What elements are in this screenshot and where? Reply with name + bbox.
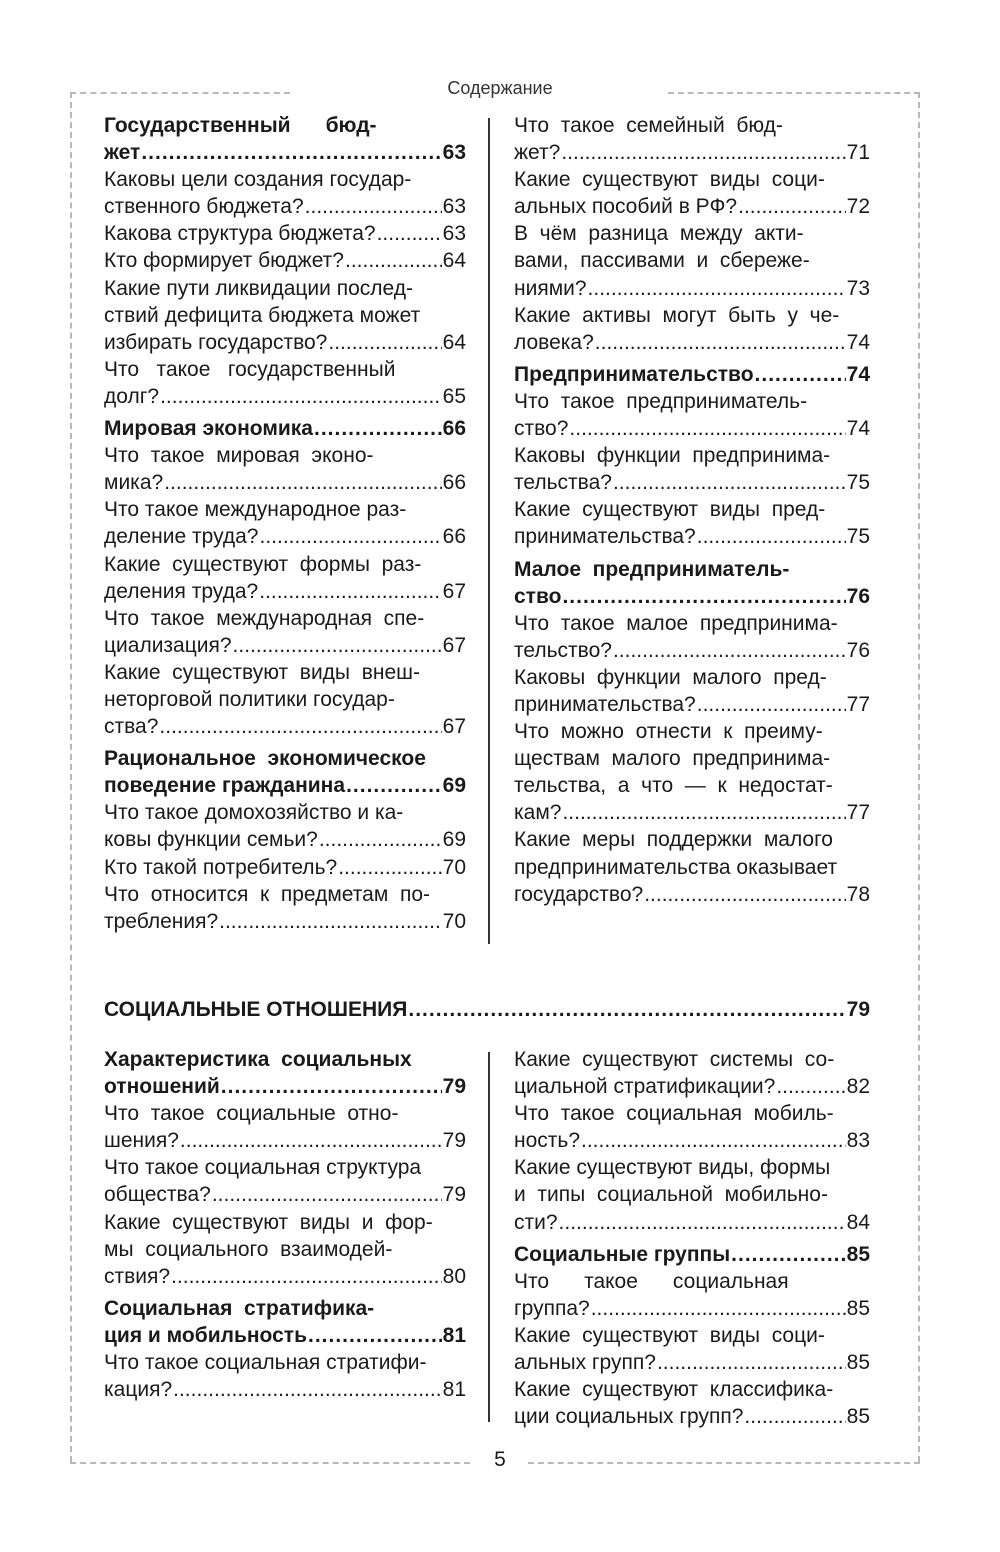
toc-entry-text: Кто такой потребитель? (104, 855, 338, 879)
toc-entry-line: В чём разница между акти- (514, 222, 804, 246)
toc-entry[interactable] (514, 469, 870, 496)
toc-section-entry[interactable] (104, 1073, 466, 1100)
toc-page-number: 67 (442, 579, 466, 603)
toc-page-number: 77 (846, 692, 870, 716)
toc-entry[interactable] (104, 854, 466, 881)
toc-section-entry[interactable] (514, 1241, 870, 1268)
toc-entry[interactable] (514, 193, 870, 220)
leader-dots (260, 523, 442, 550)
leader-dots (644, 881, 845, 908)
toc-entry[interactable] (514, 691, 870, 718)
toc-entry-line: Что такое государственный (104, 357, 396, 381)
toc-entry-line: Какие существуют виды, формы (514, 1156, 831, 1180)
toc-entry-text: тельства? (514, 471, 612, 495)
toc-page-number: 65 (442, 384, 466, 408)
toc-entry[interactable] (104, 469, 466, 496)
toc-entry-line: вами, пассивами и сбереже- (514, 249, 810, 273)
leader-dots (595, 329, 846, 356)
toc-page-number: 79 (442, 1075, 466, 1099)
toc-entry-text: долг? (104, 384, 160, 408)
toc-entry-text: Мировая экономика (104, 417, 313, 441)
toc-entry[interactable] (104, 523, 466, 550)
toc-page-number: 75 (846, 471, 870, 495)
toc-entry-line: тельства, а что — к недостат- (514, 774, 833, 798)
leader-dots (180, 1127, 442, 1154)
toc-section-entry[interactable] (104, 139, 466, 166)
toc-entry[interactable] (514, 415, 870, 442)
leader-dots (221, 1073, 442, 1100)
leader-dots (338, 854, 441, 881)
toc-entry[interactable] (514, 799, 870, 826)
toc-entry-text: деление труда? (104, 525, 259, 549)
toc-page-number: 82 (846, 1075, 870, 1099)
toc-entry-line: Какие пути ликвидации послед- (104, 276, 413, 300)
toc-entry-line: Какие существуют виды внеш- (104, 660, 420, 684)
toc-entry-text: кам? (514, 801, 562, 825)
toc-entry[interactable] (514, 637, 870, 664)
leader-dots (346, 772, 442, 799)
toc-page-number: 71 (846, 141, 870, 165)
toc-entry-line: Что такое социальная структура (104, 1156, 422, 1180)
toc-entry-line: Что можно отнести к преиму- (514, 720, 823, 744)
running-header: Содержание (447, 78, 553, 98)
toc-page-number: 76 (846, 584, 870, 608)
toc-entry-line: и типы социальной мобильно- (514, 1183, 828, 1207)
leader-dots (408, 996, 845, 1023)
toc-entry-text: ловека? (514, 330, 594, 354)
leader-dots (776, 1073, 845, 1100)
leader-dots (697, 523, 846, 550)
toc-entry-line: Что такое предприниматель- (514, 389, 808, 413)
toc-page-number: 70 (442, 909, 466, 933)
toc-entry-text: альных групп? (514, 1351, 656, 1375)
toc-entry-line: Каковы функции малого пред- (514, 665, 827, 689)
toc-entry-text: Предпринимательство (514, 362, 754, 386)
toc-entry[interactable] (514, 1209, 870, 1236)
leader-dots (562, 583, 845, 610)
leader-dots (345, 247, 442, 274)
toc-entry-text: ковы функции семьи? (104, 828, 318, 852)
toc-entry[interactable] (514, 139, 870, 166)
leader-dots (562, 799, 845, 826)
toc-entry[interactable] (514, 1295, 870, 1322)
toc-entry[interactable] (514, 275, 870, 302)
leader-dots (159, 713, 441, 740)
toc-page-number: 81 (442, 1323, 466, 1347)
toc-entry-text: общества? (104, 1183, 211, 1207)
toc-entry-text: требления? (104, 909, 219, 933)
toc-page-number: 74 (846, 330, 870, 354)
toc-page-number: 81 (442, 1378, 466, 1402)
leader-dots (173, 1376, 442, 1403)
toc-entry-text: принимательства? (514, 692, 696, 716)
toc-page-number: 66 (442, 417, 466, 441)
toc-section-entry[interactable] (514, 583, 870, 610)
toc-entry-line: Какие существуют виды соци- (514, 1323, 825, 1347)
toc-section-heading-line: Государственный бюд- (104, 114, 377, 137)
toc-entry[interactable] (104, 383, 466, 410)
leader-dots (328, 329, 441, 356)
toc-entry-line: неторговой политики государ- (104, 687, 395, 711)
toc-page-number: 83 (846, 1129, 870, 1153)
toc-entry[interactable] (104, 1181, 466, 1208)
toc-entry-line: Каковы цели создания государ- (104, 168, 412, 192)
leader-dots (561, 139, 845, 166)
toc-entry-text: сти? (514, 1210, 558, 1234)
toc-entry-line: Что такое мировая эконо- (104, 444, 374, 468)
toc-entry[interactable] (104, 1127, 466, 1154)
toc-entry-text: циализация? (104, 633, 232, 657)
toc-entry-text: избирать государство? (104, 330, 328, 354)
toc-page-number: 73 (846, 276, 870, 300)
toc-entry-text: ства? (104, 715, 159, 739)
leader-dots (581, 1127, 846, 1154)
toc-entry-text: тельство? (514, 638, 612, 662)
toc-page-number: 85 (846, 1351, 870, 1375)
toc-entry[interactable] (104, 908, 466, 935)
toc-entry-line: Что такое социальная стратифи- (104, 1351, 427, 1375)
toc-page-number: 66 (442, 471, 466, 495)
leader-dots (305, 193, 442, 220)
toc-entry-text: ственного бюджета? (104, 195, 304, 219)
toc-page-number: 85 (846, 1242, 870, 1266)
toc-entry-text: циальной стратификации? (514, 1075, 776, 1099)
toc-entry[interactable] (514, 523, 870, 550)
toc-entry-line: Какие существуют системы со- (514, 1048, 835, 1071)
toc-page-number: 63 (442, 195, 466, 219)
toc-entry[interactable] (104, 193, 466, 220)
leader-dots (697, 691, 846, 718)
toc-section-entry[interactable] (104, 772, 466, 799)
toc-section-heading-line: Характеристика социальных (104, 1048, 412, 1071)
toc-page-number: 85 (846, 1405, 870, 1429)
toc-page-number: 76 (846, 638, 870, 662)
toc-page-number: 80 (442, 1264, 466, 1288)
toc-entry-text: группа? (514, 1296, 590, 1320)
leader-dots (657, 1349, 846, 1376)
toc-column-bottom-right (514, 1046, 870, 1430)
toc-entry[interactable] (514, 881, 870, 908)
toc-page-number: 70 (442, 855, 466, 879)
toc-entry-text: альных пособий в РФ? (514, 195, 738, 219)
toc-entry-line: мы социального взаимодей- (104, 1237, 393, 1261)
toc-entry-line: Какие существуют виды соци- (514, 168, 825, 192)
toc-entry-text: кация? (104, 1378, 173, 1402)
toc-entry-text: ции социальных групп? (514, 1405, 744, 1429)
toc-page-number: 67 (442, 633, 466, 657)
leader-dots (160, 383, 442, 410)
toc-page-number: 79 (442, 1183, 466, 1207)
toc-section-entry[interactable] (514, 361, 870, 388)
toc-entry-text: Кто формирует бюджет? (104, 249, 344, 273)
toc-entry[interactable] (104, 247, 466, 274)
toc-entry[interactable] (514, 1127, 870, 1154)
toc-entry[interactable] (514, 1349, 870, 1376)
toc-entry-text: жет? (514, 141, 561, 165)
leader-dots (755, 361, 846, 388)
toc-entry-line: ствий дефицита бюджета может (104, 303, 421, 327)
toc-section-entry[interactable] (104, 1322, 466, 1349)
leader-dots (613, 469, 846, 496)
toc-entry-text: мика? (104, 471, 164, 495)
toc-entry-line: Что такое малое предпринима- (514, 611, 838, 635)
toc-page-number: 66 (442, 525, 466, 549)
toc-entry-line: Какие активы могут быть у че- (514, 303, 840, 327)
leader-dots (314, 415, 442, 442)
toc-entry-line: Какие существуют виды и фор- (104, 1210, 433, 1234)
toc-page-number: 69 (442, 774, 466, 798)
toc-entry-line: Какие существуют формы раз- (104, 552, 422, 576)
toc-entry[interactable] (514, 1073, 870, 1100)
toc-section-heading-line: Социальная стратифика- (104, 1296, 375, 1320)
toc-entry-text: отношений (104, 1075, 220, 1099)
toc-entry-text: ство? (514, 417, 569, 441)
toc-entry-text: ствия? (104, 1264, 171, 1288)
toc-entry-line: Что такое семейный бюд- (514, 114, 783, 137)
toc-page-number: 77 (846, 801, 870, 825)
toc-entry-line: предпринимательства оказывает (514, 855, 838, 879)
leader-dots (613, 637, 846, 664)
toc-entry-line: Что такое международное раз- (104, 498, 407, 522)
leader-dots (319, 826, 442, 853)
leader-dots (259, 578, 441, 605)
toc-entry-line: Какие существуют виды пред- (514, 498, 826, 522)
toc-entry-text: ность? (514, 1129, 581, 1153)
leader-dots (588, 275, 846, 302)
toc-page-number: 72 (846, 195, 870, 219)
toc-entry-text: принимательства? (514, 525, 696, 549)
leader-dots (591, 1295, 846, 1322)
toc-page-number: 64 (442, 249, 466, 273)
leader-dots (212, 1181, 442, 1208)
toc-entry[interactable] (104, 220, 466, 247)
toc-entry-text: Какова структура бюджета? (104, 222, 376, 246)
toc-entry[interactable] (514, 1403, 870, 1430)
toc-entry-text: ция и мобильность (104, 1323, 307, 1347)
toc-entry-text: государство? (514, 882, 644, 906)
toc-page-number: 64 (442, 330, 466, 354)
toc-entry-line: Что такое домохозяйство и ка- (104, 801, 404, 825)
toc-page-number: 78 (846, 882, 870, 906)
toc-page-number: 69 (442, 828, 466, 852)
leader-dots (731, 1241, 845, 1268)
leader-dots (377, 220, 442, 247)
leader-dots (569, 415, 845, 442)
toc-page-number: 84 (846, 1210, 870, 1234)
toc-entry-text: ство (514, 584, 562, 608)
leader-dots (164, 469, 441, 496)
toc-entry-line: Какие меры поддержки малого (514, 828, 833, 852)
toc-section-entry[interactable] (104, 415, 466, 442)
toc-entry[interactable] (104, 578, 466, 605)
leader-dots (744, 1403, 845, 1430)
toc-entry-text: поведение гражданина (104, 774, 346, 798)
toc-column-bottom-left (104, 1046, 466, 1403)
frame-right-border (918, 92, 920, 1462)
chapter-title: СОЦИАЛЬНЫЕ ОТНОШЕНИЯ (104, 998, 408, 1021)
toc-page-number: 79 (442, 1129, 466, 1153)
frame-left-border (70, 92, 72, 1462)
leader-dots (308, 1322, 442, 1349)
toc-entry-text: шения? (104, 1129, 179, 1153)
toc-column-top-right (514, 112, 870, 908)
toc-page-number: 85 (846, 1296, 870, 1320)
toc-entry-line: Что такое международная спе- (104, 606, 425, 630)
toc-page-number: 67 (442, 715, 466, 739)
toc-section-heading-line: Малое предприниматель- (514, 557, 790, 581)
toc-entry-text: ниями? (514, 276, 587, 300)
toc-entry-line: Что такое социальная (514, 1269, 789, 1293)
toc-entry-text: деления труда? (104, 579, 259, 603)
toc-entry-line: Что такое социальные отно- (104, 1102, 399, 1126)
chapter-page: 79 (846, 998, 870, 1021)
toc-entry[interactable] (104, 1263, 466, 1290)
toc-entry[interactable] (104, 826, 466, 853)
toc-page-number: 63 (442, 141, 466, 165)
toc-entry[interactable] (104, 713, 466, 740)
toc-page-number: 74 (846, 362, 870, 386)
toc-entry-line: Каковы функции предпринима- (514, 444, 831, 468)
leader-dots (233, 632, 442, 659)
toc-entry[interactable] (104, 329, 466, 356)
toc-page-number: 75 (846, 525, 870, 549)
leader-dots (559, 1209, 846, 1236)
toc-entry[interactable] (514, 329, 870, 356)
toc-page-number: 63 (442, 222, 466, 246)
toc-entry-line: ществам малого предпринима- (514, 747, 831, 771)
column-divider (488, 1052, 490, 1422)
column-divider (488, 118, 490, 944)
toc-entry-text: жет (104, 141, 141, 165)
toc-entry-line: Что относится к предметам по- (104, 882, 431, 906)
toc-entry-line: Какие существуют классифика- (514, 1378, 834, 1402)
toc-page-number: 74 (846, 417, 870, 441)
toc-entry-text: Социальные группы (514, 1242, 731, 1266)
leader-dots (141, 139, 441, 166)
toc-section-heading-line: Рациональное экономическое (104, 747, 426, 771)
toc-entry[interactable] (104, 632, 466, 659)
toc-column-top-left (104, 112, 466, 935)
chapter-heading[interactable] (104, 996, 870, 1023)
leader-dots (738, 193, 846, 220)
leader-dots (219, 908, 442, 935)
leader-dots (171, 1263, 442, 1290)
page-number: 5 (494, 1448, 506, 1471)
toc-entry-line: Что такое социальная мобиль- (514, 1102, 834, 1126)
toc-entry[interactable] (104, 1376, 466, 1403)
